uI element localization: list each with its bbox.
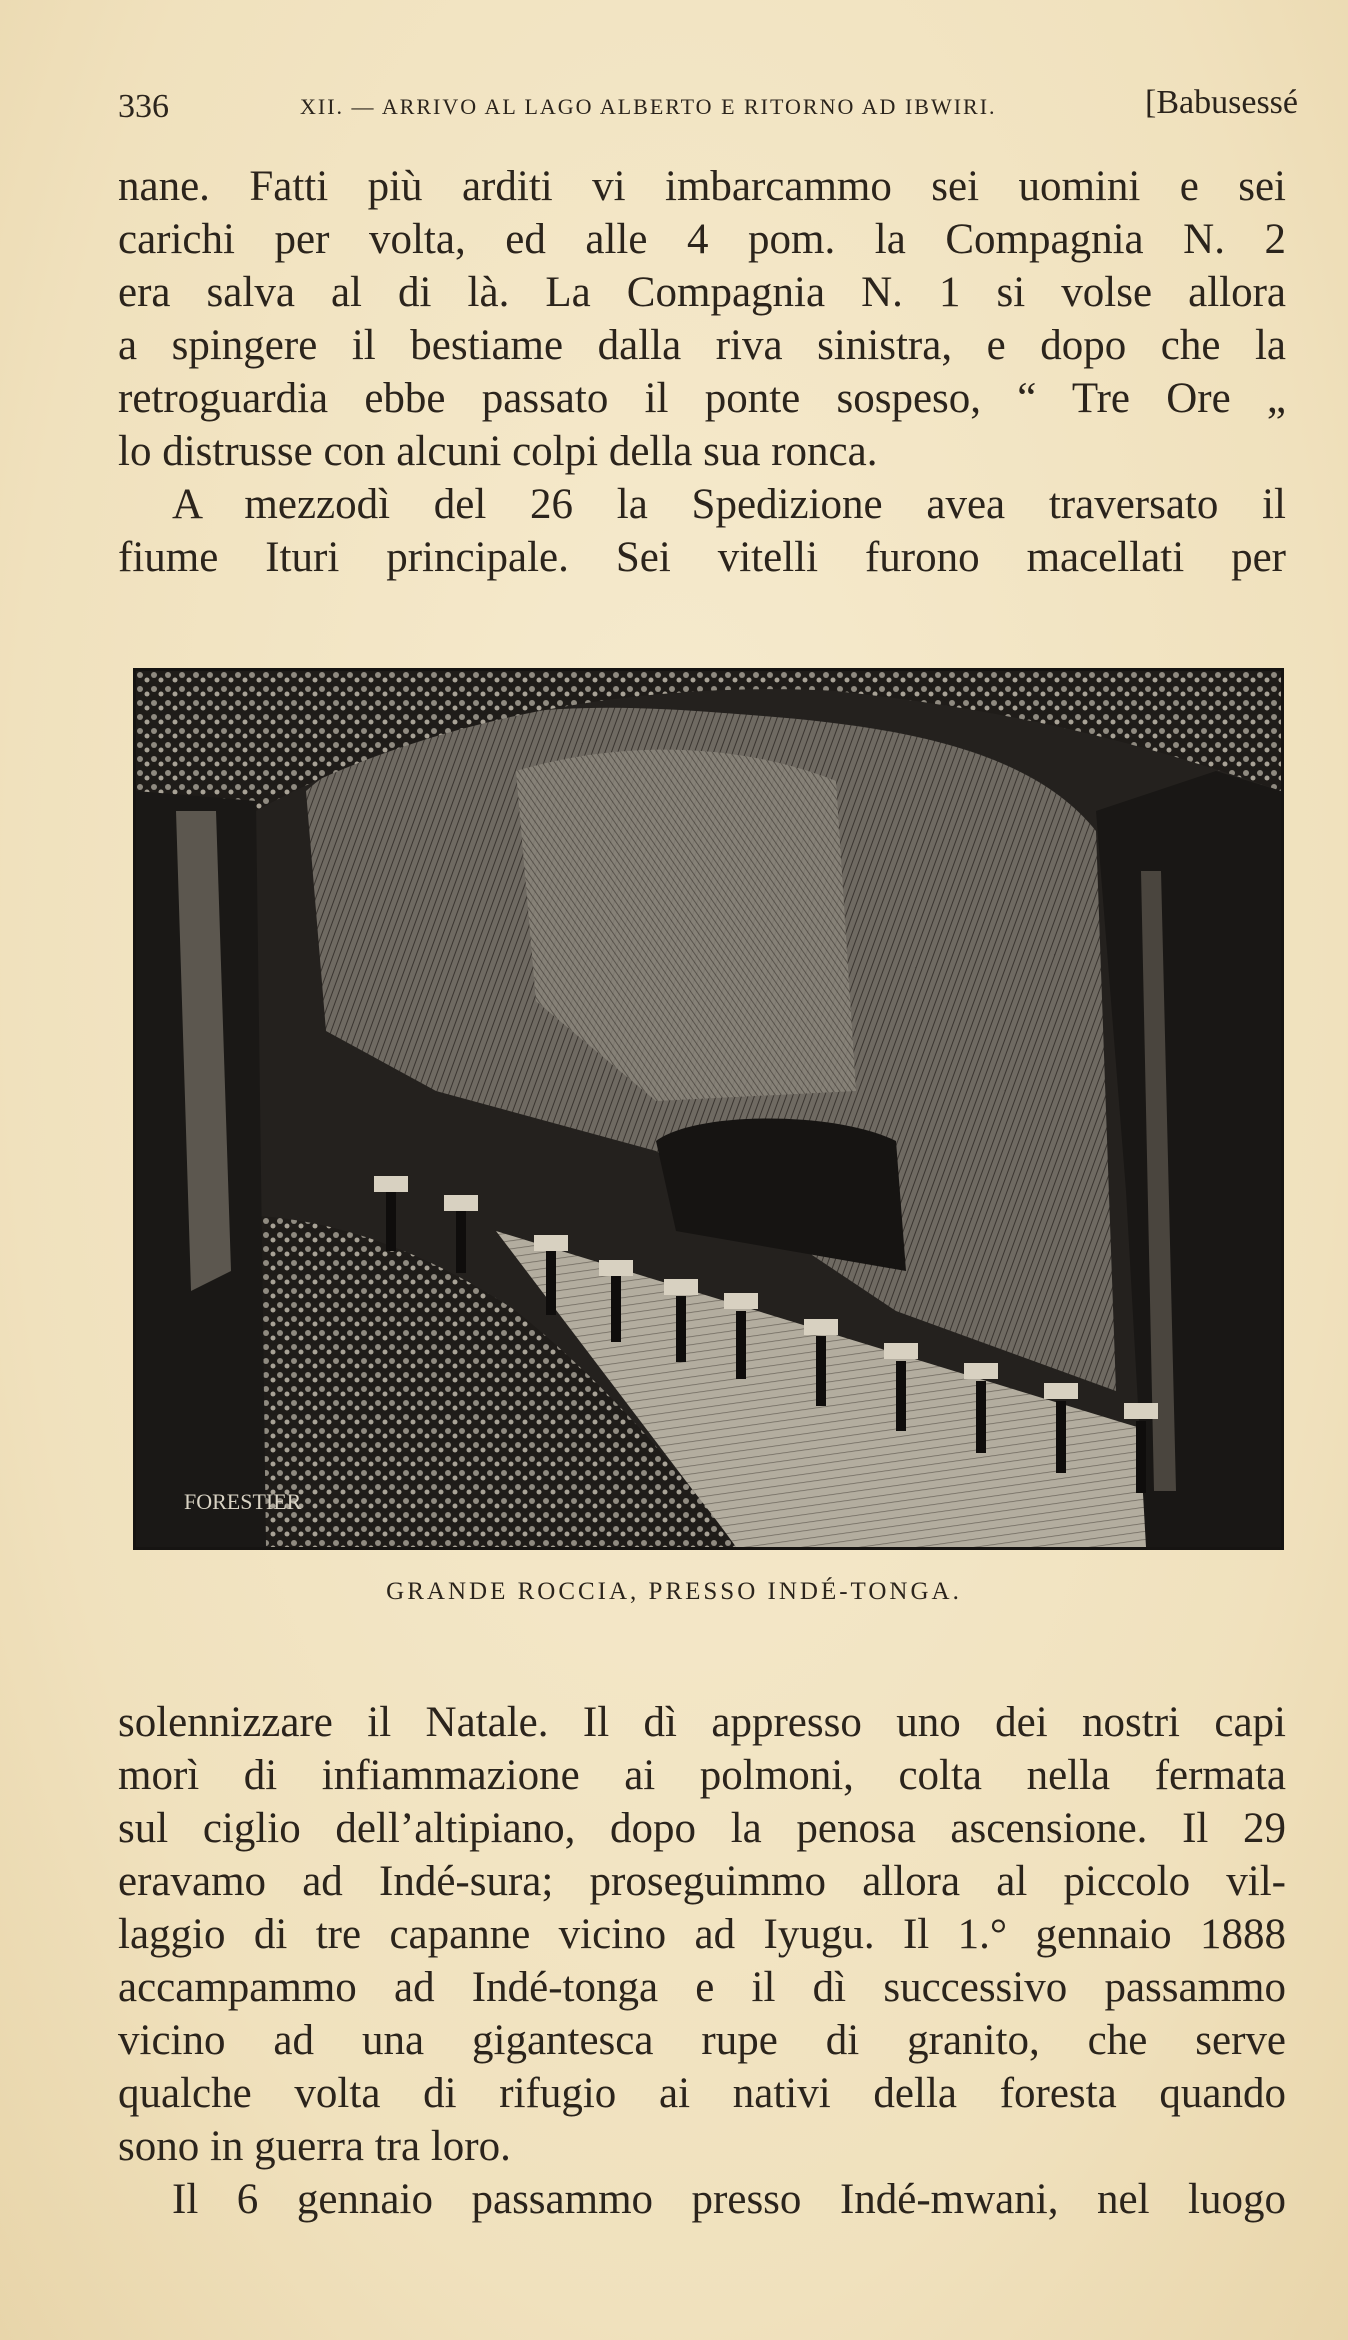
text-line: carichi per volta, ed alle 4 pom. la Compagnia N. 2: [118, 216, 1286, 263]
text-line: fiume Ituri principale. Sei vitelli furono macellati per: [118, 534, 1286, 581]
text-line: eravamo ad Indé-sura; proseguimmo allora al piccolo vil-: [118, 1858, 1286, 1905]
text-line: accampammo ad Indé-tonga e il dì successivo passammo: [118, 1964, 1286, 2011]
page-header: [118, 82, 1298, 132]
artist-signature: FORESTIER: [184, 1489, 302, 1514]
text-line: solennizzare il Natale. Il dì appresso uno dei nostri capi: [118, 1699, 1286, 1746]
text-line: qualche volta di rifugio ai nativi della foresta quando: [118, 2070, 1286, 2117]
text-line: laggio di tre capanne vicino ad Iyugu. Il 1.° gennaio 1888: [118, 1911, 1286, 1958]
top-paragraph: [118, 160, 1286, 584]
engraving-illustration: [133, 668, 1284, 1550]
running-title: XII. — ARRIVO AL LAGO ALBERTO E RITORNO AD IBWIRI.: [300, 94, 997, 119]
text-line: a spingere il bestiame dalla riva sinistra, e dopo che la: [118, 322, 1286, 369]
figure-caption: GRANDE ROCCIA, PRESSO INDÉ-TONGA.: [386, 1578, 962, 1605]
text-line: morì di infiammazione ai polmoni, colta nella fermata: [118, 1752, 1286, 1799]
text-line: Il 6 gennaio passammo presso Indé-mwani, nel luogo: [172, 2176, 1286, 2223]
text-line: lo distrusse con alcuni colpi della sua ronca.: [118, 428, 878, 475]
page-number: 336: [118, 88, 169, 125]
text-line: sono in guerra tra loro.: [118, 2123, 511, 2170]
text-line: nane. Fatti più arditi vi imbarcammo sei uomini e sei: [118, 163, 1286, 210]
text-line: vicino ad una gigantesca rupe di granito, che serve: [118, 2017, 1286, 2064]
bottom-paragraph: [118, 1696, 1286, 2226]
text-line: era salva al di là. La Compagnia N. 1 si volse allora: [118, 269, 1286, 316]
text-line: A mezzodì del 26 la Spedizione avea traversato il: [172, 481, 1286, 528]
text-line: retroguardia ebbe passato il ponte sospeso, “ Tre Ore „: [118, 375, 1286, 422]
engraving-artwork: [136, 671, 1281, 1547]
catchword: [Babusessé: [1145, 84, 1298, 121]
text-line: sul ciglio dell’altipiano, dopo la penosa ascensione. Il 29: [118, 1805, 1286, 1852]
